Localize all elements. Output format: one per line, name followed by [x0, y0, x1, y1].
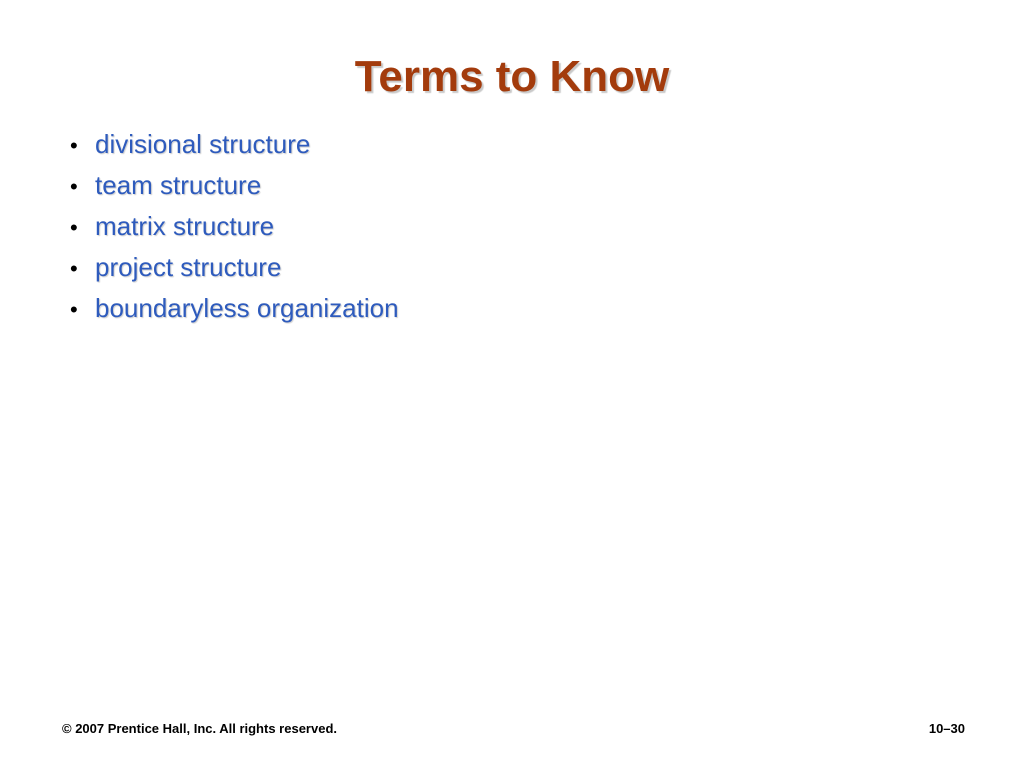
term-link-team-structure[interactable]: team structure: [95, 170, 262, 200]
list-item: [70, 206, 399, 247]
term-link-divisional-structure[interactable]: divisional structure: [95, 129, 311, 159]
term-link-project-structure[interactable]: project structure: [95, 252, 282, 282]
page-number: 10–30: [928, 721, 965, 736]
list-item: [70, 165, 399, 206]
terms-list: [70, 124, 399, 329]
term-link-boundaryless-organization[interactable]: boundaryless organization: [95, 293, 399, 323]
list-item: [70, 288, 399, 329]
bullet-icon: •: [70, 174, 78, 199]
bullet-icon: •: [70, 297, 78, 322]
list-item: [70, 247, 399, 288]
list-item: [70, 124, 399, 165]
term-link-matrix-structure[interactable]: matrix structure: [95, 211, 275, 241]
slide-title: Terms to Know: [354, 52, 670, 101]
copyright-footer: © 2007 Prentice Hall, Inc. All rights reserved.: [62, 721, 337, 736]
bullet-icon: •: [70, 256, 78, 281]
bullet-icon: •: [70, 133, 78, 158]
bullet-icon: •: [70, 215, 78, 240]
